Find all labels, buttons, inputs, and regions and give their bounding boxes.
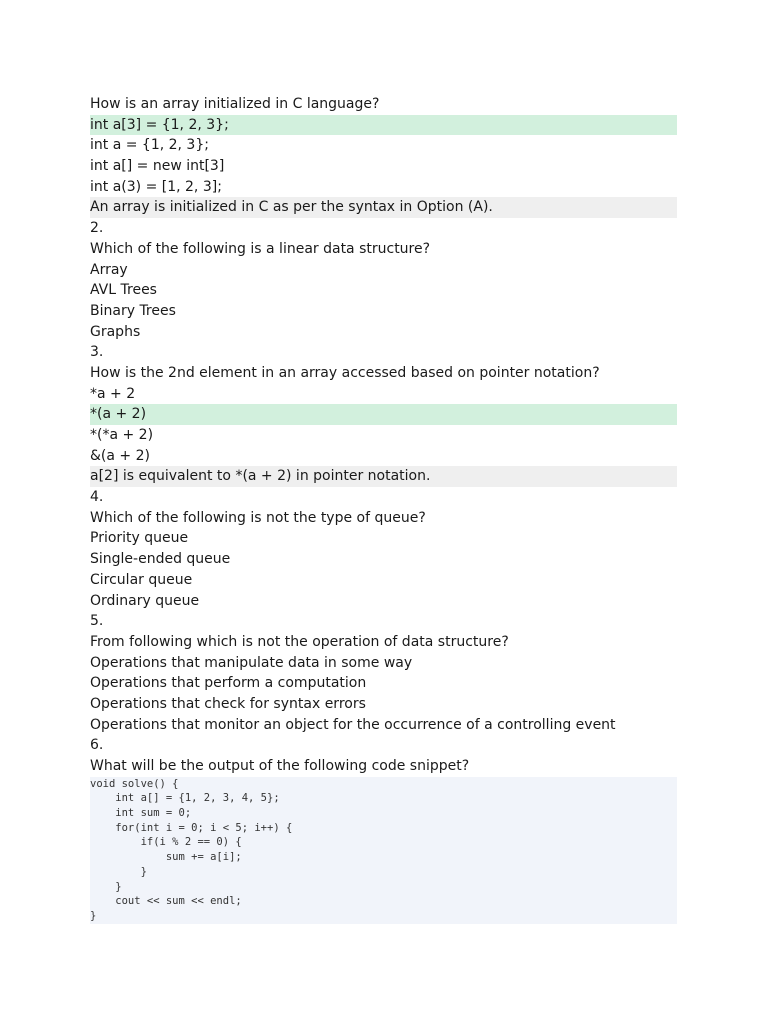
option: Operations that manipulate data in some way: [90, 654, 413, 671]
option: Graphs: [90, 323, 141, 340]
option: Array: [90, 261, 128, 278]
question-text: How is an array initialized in C language?: [90, 96, 380, 112]
option: *a + 2: [90, 385, 136, 402]
code-snippet: [90, 777, 677, 924]
question-number: 5.: [90, 613, 104, 630]
code-line: if(i % 2 == 0) {: [90, 836, 242, 849]
option: Single-ended queue: [90, 551, 231, 568]
option: Operations that check for syntax errors: [90, 695, 366, 712]
question-number: 6.: [90, 737, 104, 754]
question-text: From following which is not the operation of data structure?: [90, 633, 509, 650]
code-line: }: [90, 880, 122, 893]
quiz-page: [90, 94, 677, 924]
code-line: }: [90, 909, 97, 922]
question-number: 3.: [90, 344, 104, 361]
question-text: Which of the following is not the type of queue?: [90, 509, 426, 526]
option: Ordinary queue: [90, 592, 200, 609]
option: int a(3) = [1, 2, 3];: [90, 178, 222, 195]
code-line: int a[] = {1, 2, 3, 4, 5};: [90, 792, 280, 805]
code-line: cout << sum << endl;: [90, 895, 242, 908]
code-line: int sum = 0;: [90, 807, 192, 820]
option-correct: *(a + 2): [90, 404, 677, 425]
explanation: a[2] is equivalent to *(a + 2) in pointer notation.: [90, 466, 677, 487]
option: int a = {1, 2, 3};: [90, 137, 209, 154]
option: int a[] = new int[3]: [90, 158, 225, 175]
option: &(a + 2): [90, 447, 150, 464]
code-line: }: [90, 865, 147, 878]
option: Binary Trees: [90, 302, 176, 319]
code-line: for(int i = 0; i < 5; i++) {: [90, 821, 293, 834]
option: *(*a + 2): [90, 427, 154, 443]
option: AVL Trees: [90, 282, 157, 299]
option-correct: int a[3] = {1, 2, 3};: [90, 115, 677, 136]
question-text: Which of the following is a linear data structure?: [90, 240, 431, 257]
question-number: 2.: [90, 220, 104, 237]
question-text: How is the 2nd element in an array accessed based on pointer notation?: [90, 364, 600, 381]
code-line: sum += a[i];: [90, 851, 242, 864]
question-number: 4.: [90, 489, 104, 506]
question-text: What will be the output of the following code snippet?: [90, 758, 470, 774]
option: Operations that perform a computation: [90, 675, 367, 692]
option: Operations that monitor an object for the occurrence of a controlling event: [90, 716, 616, 733]
code-line: void solve() {: [90, 777, 179, 790]
option: Circular queue: [90, 571, 193, 588]
explanation: An array is initialized in C as per the syntax in Option (A).: [90, 197, 677, 218]
option: Priority queue: [90, 530, 189, 547]
